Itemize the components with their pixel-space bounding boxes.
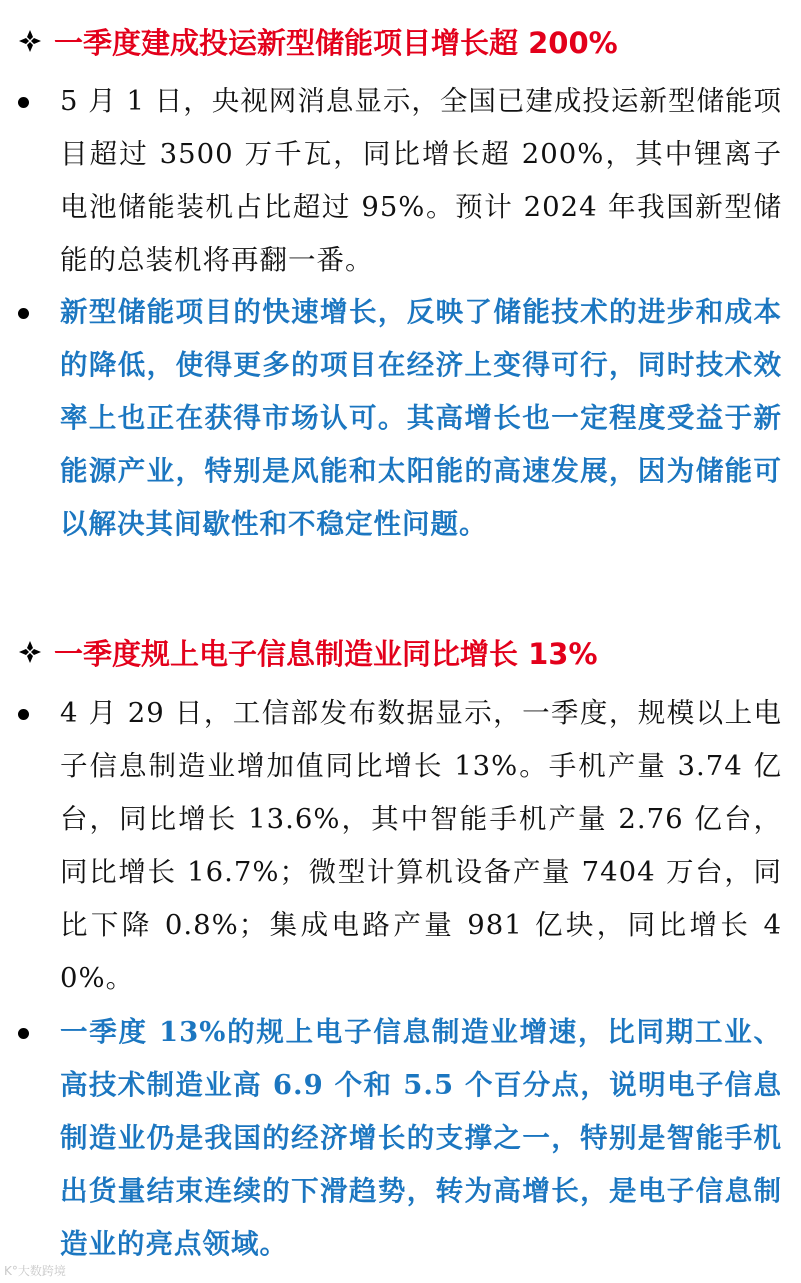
section-2-title <box>18 627 598 677</box>
bullet-dot-icon <box>18 308 29 319</box>
bullet-dot-icon <box>18 1028 29 1039</box>
section-2-facts-text: 4 月 29 日，工信部发布数据显示，一季度，规模以上电子信息制造业增加值同比增长 13%。手机产量 3.74 亿台，同比增长 13.6%，其中智能手机产量 2.76 亿台，同比增长 16.7%；微型计算机设备产量 7404 万台，同比下降 0.8%；集成电路产量 981 亿块，同比增长 40%。 <box>60 697 782 994</box>
watermark-logo-text: K°大数跨境 <box>4 1264 66 1278</box>
section-1-facts-text: 5 月 1 日，央视网消息显示，全国已建成投运新型储能项目超过 3500 万千瓦，同比增长超 200%，其中锂离子电池储能装机占比超过 95%。预计 2024 年我国新型储能的总装机将再翻一番。 <box>60 85 782 276</box>
section-1-analysis-text: 新型储能项目的快速增长，反映了储能技术的进步和成本的降低，使得更多的项目在经济上变得可行，同时技术效率上也正在获得市场认可。其高增长也一定程度受益于新能源产业，特别是风能和太阳能的高速发展，因为储能可以解决其间歇性和不稳定性问题。 <box>60 296 782 540</box>
section-2-analysis-text: 一季度 13%的规上电子信息制造业增速，比同期工业、高技术制造业高 6.9 个和 5.5 个百分点，说明电子信息制造业仍是我国的经济增长的支撑之一，特别是智能手机出货量结束连续的下滑趋势，转为高增长，是电子信息制造业的亮点领域。 <box>60 1016 782 1260</box>
diamond-marker-icon <box>18 640 42 664</box>
diamond-marker-icon <box>18 29 42 53</box>
bullet-dot-icon <box>18 97 29 108</box>
section-title-text: 一季度建成投运新型储能项目增长超 200% <box>54 25 618 60</box>
section-1-title <box>18 16 618 66</box>
section-title-text: 一季度规上电子信息制造业同比增长 13% <box>54 636 598 671</box>
bullet-dot-icon <box>18 709 29 720</box>
